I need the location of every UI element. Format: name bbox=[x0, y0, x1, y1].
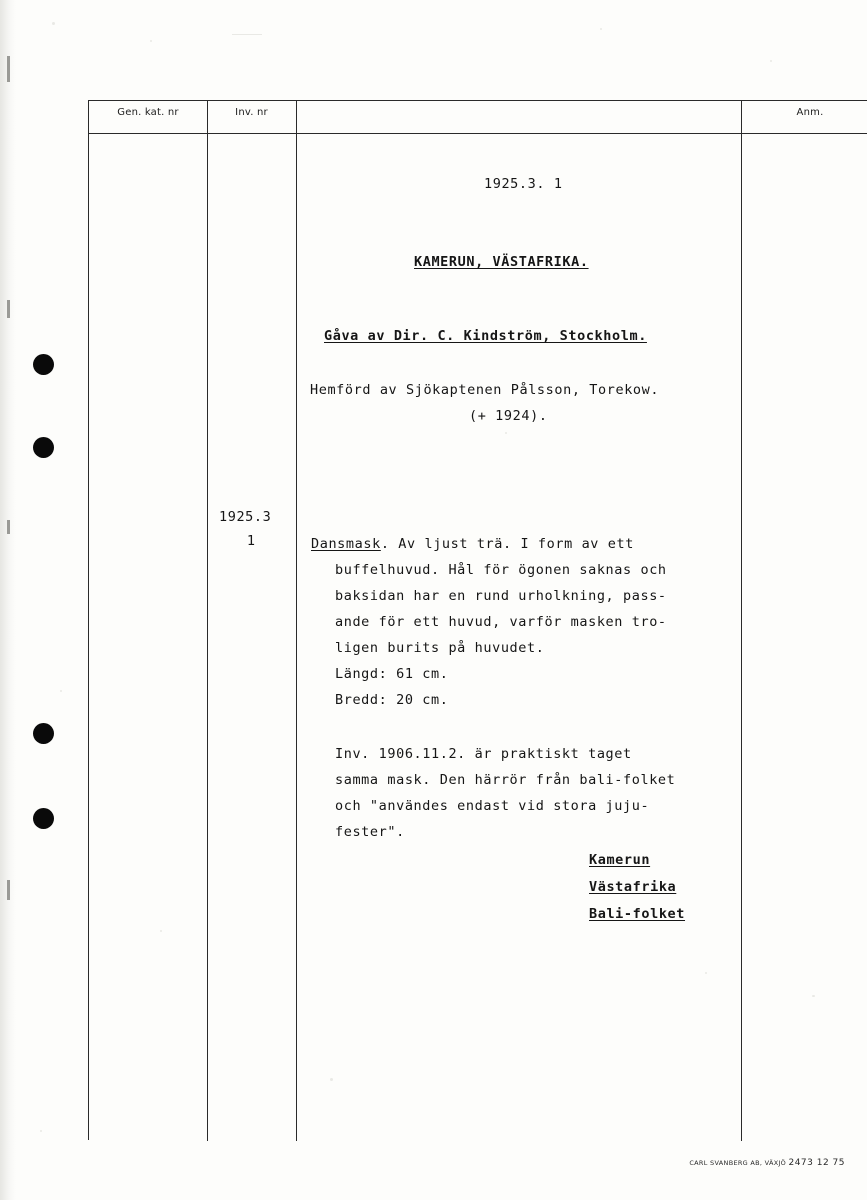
punch-hole bbox=[33, 808, 54, 829]
entry-note-line: samma mask. Den härrör från bali-folket bbox=[335, 772, 676, 788]
header-rule bbox=[89, 133, 867, 134]
brought-by-line: Hemförd av Sjökaptenen Pålsson, Torekow. bbox=[310, 382, 660, 398]
printer-mark: CARL SVANBERG AB, VÄXJÖ bbox=[689, 1159, 787, 1167]
entry-body-line: buffelhuvud. Hål för ögonen saknas och bbox=[335, 562, 667, 578]
entry-body-line: Längd: 61 cm. bbox=[335, 666, 449, 682]
entry-body-line: Bredd: 20 cm. bbox=[335, 692, 449, 708]
entry-note-line: och "användes endast vid stora juju- bbox=[335, 798, 650, 814]
entry-first-line-rest: . Av ljust trä. I form av ett bbox=[380, 536, 634, 552]
catalogue-number: 1925.3. 1 bbox=[484, 176, 563, 192]
entry-body-line: ande för ett huvud, varför masken tro- bbox=[335, 614, 667, 630]
printer-footer bbox=[689, 1158, 845, 1168]
scan-speck bbox=[232, 34, 262, 35]
entry-note-line: fester". bbox=[335, 824, 405, 840]
keyword-tags bbox=[589, 847, 685, 928]
scan-speck bbox=[770, 60, 772, 62]
scan-edge-shadow bbox=[0, 0, 16, 1200]
punch-hole bbox=[33, 437, 54, 458]
column-header-gen-kat-nr: Gen. kat. nr bbox=[117, 107, 179, 118]
entry-body-line: ligen burits på huvudet. bbox=[335, 640, 545, 656]
entry-title: Dansmask bbox=[311, 536, 381, 552]
region-heading: KAMERUN, VÄSTAFRIKA. bbox=[414, 254, 589, 270]
edge-mark bbox=[7, 520, 10, 534]
scan-speck bbox=[150, 40, 152, 42]
punch-hole bbox=[33, 354, 54, 375]
entry-note bbox=[335, 741, 675, 845]
keyword-tag: Bali-folket bbox=[589, 906, 686, 922]
brought-by-year: (+ 1924). bbox=[469, 408, 548, 424]
scan-speck bbox=[600, 28, 602, 30]
column-divider-3 bbox=[741, 101, 742, 1141]
scan-speck bbox=[52, 22, 55, 25]
entry-description bbox=[311, 531, 667, 713]
entry-note-line: Inv. 1906.11.2. är praktiskt taget bbox=[335, 746, 632, 762]
catalogue-form bbox=[88, 100, 867, 1140]
printer-code: 2473 12 75 bbox=[788, 1158, 845, 1168]
column-divider-1 bbox=[207, 101, 208, 1141]
keyword-tag: Kamerun bbox=[589, 852, 651, 868]
edge-mark bbox=[7, 56, 10, 82]
column-divider-2 bbox=[296, 101, 297, 1141]
inv-nr-value bbox=[219, 505, 271, 553]
edge-mark bbox=[7, 300, 10, 318]
scan-speck bbox=[60, 690, 62, 692]
keyword-tag: Västafrika bbox=[589, 879, 677, 895]
scan-speck bbox=[40, 1130, 42, 1132]
column-header-inv-nr: Inv. nr bbox=[235, 107, 268, 118]
donor-line: Gåva av Dir. C. Kindström, Stockholm. bbox=[324, 328, 647, 344]
inv-nr-value-line2: 1 bbox=[246, 533, 256, 549]
edge-mark bbox=[7, 880, 10, 900]
punch-hole bbox=[33, 723, 54, 744]
column-header-anm: Anm. bbox=[796, 107, 824, 118]
inv-nr-value-line1: 1925.3 bbox=[219, 509, 272, 525]
entry-body-line: baksidan har en rund urholkning, pass- bbox=[335, 588, 667, 604]
